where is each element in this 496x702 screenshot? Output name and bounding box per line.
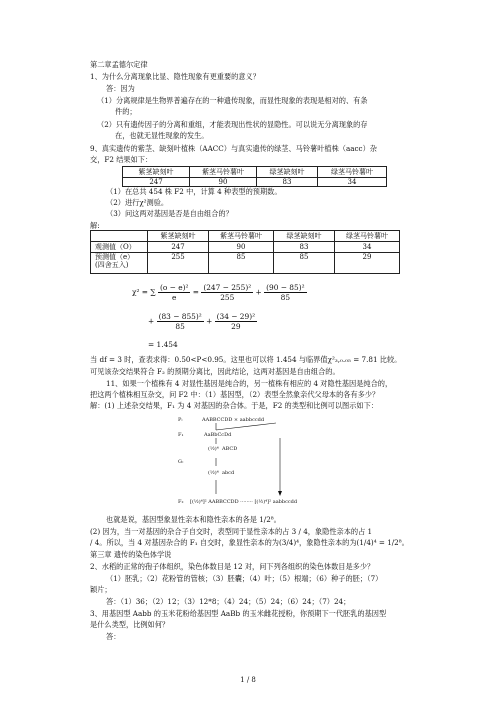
chapter-3-title: 第三章 遗传的染色体学说	[90, 550, 172, 559]
chi-square-result: = 1.454	[148, 340, 178, 349]
fraction-numerator: (247 − 255)²	[203, 283, 252, 292]
question-3-2-items-line1: （1）胚乳；（2）花粉管的管核；（3）胚囊；（4）叶；（5）根端；（6）种子的胚；（7）	[106, 574, 383, 583]
table1-cell: 34	[318, 178, 387, 187]
table1-header: 绿茎缺刻叶	[257, 167, 318, 178]
answer-3-3-label: 答：	[106, 632, 121, 641]
gamete-abcd-lower: abcd	[222, 470, 235, 476]
page-number: 1 / 8	[240, 676, 256, 684]
table1-cell: 90	[190, 178, 257, 187]
table2-header: 绿茎缺刻叶	[274, 231, 335, 242]
table2-cell: 85	[209, 253, 274, 274]
table2-cell: 90	[209, 242, 274, 253]
table2-row-label: 观测值（O）	[91, 242, 148, 253]
f1-label: F₁	[178, 432, 184, 438]
answer-11: 解：(1) 上述杂交结果，F₁ 为 4 对基因的杂合体。于是，F2 的类型和比例可以图示如下：	[90, 401, 378, 410]
fraction-denominator: 29	[231, 322, 241, 331]
fraction-denominator: 85	[175, 322, 185, 331]
fraction-numerator: (34 − 29)²	[216, 312, 256, 321]
sub-question-1: （1）在总共 454 株 F2 中，计算 4 种表型的预期数。	[106, 187, 282, 196]
chi-square-table	[90, 230, 400, 274]
after-2-line1: (2) 因为，当一对基因的杂合子自交时，表型同于显性亲本的占 3 / 4，象隐性亲本的占 1	[90, 527, 373, 536]
table1-cell: 83	[257, 178, 318, 187]
question-3-3-line2: 是什么类型，比例如何？	[90, 620, 170, 629]
after-1: 也就是说，基因型象显性亲本和隐性亲本的各是 1/2⁸。	[106, 515, 281, 524]
plus-sign: +	[255, 287, 262, 297]
table2-cell: 29	[335, 253, 400, 274]
table2-header: 绿茎马铃薯叶	[335, 231, 400, 242]
gamete-fraction: (½)⁴	[208, 470, 219, 476]
fraction-denominator: 255	[220, 293, 235, 302]
p-label: P:	[178, 417, 183, 423]
answer-1-line2: 件的；	[115, 107, 137, 116]
plus-sign: +	[148, 316, 155, 326]
table2-row-label: 预测值（e）	[95, 253, 135, 261]
answer-2-line2: 在，也就无显性现象的发生。	[115, 131, 209, 140]
fraction-denominator: e	[172, 293, 177, 302]
answer-2-line1: （2）只有遗传因子的分离和重组，才能表现出性状的显隐性。可以说无分离现象的存	[97, 120, 368, 129]
answer-1-line1: （1）分离规律是生物界普遍存在的一种遗传现象，而显性现象的表现是相对的、有条	[97, 96, 368, 105]
table2-cell: 247	[148, 242, 209, 253]
question-11-line2: 把这两个植株相互杂交，问 F2 中：（1）基因型，（2）表型全然象亲代父母本的各有多少？	[90, 390, 380, 399]
solve-label: 解:	[90, 221, 100, 230]
table1-header: 紫茎马铃薯叶	[190, 167, 257, 178]
gamete-fraction: (½)⁴	[208, 446, 219, 452]
question-1: 1、为什么分离现象比显、隐性现象有更重要的意义？	[90, 72, 260, 81]
after-2-line2: / 4。所以，当 4 对基因杂合的 F₁ 自交时，象显性亲本的为(3/4)⁴，象隐性亲本的为(1/4)⁴ = 1/2⁸。	[90, 538, 409, 547]
f2-result-table	[122, 166, 387, 187]
question-9-line1: 9、真实遗传的紫茎、缺刻叶植株（AACC）与真实遗传的绿茎、马铃薯叶植株（aacc）杂	[90, 144, 377, 153]
genetic-cross-diagram	[176, 414, 324, 510]
f2-label: F₂	[178, 499, 184, 505]
question-9-line2: 交，F2 结果如下：	[90, 155, 153, 164]
question-11-line1: 11、如果一个植株有 4 对显性基因是纯合的，另一植株有相应的 4 对隐性基因是纯合的，	[106, 379, 393, 388]
table2-header: 紫茎马铃薯叶	[209, 231, 274, 242]
fraction-numerator: (90 − 85)²	[266, 283, 305, 292]
sub-question-3: （3）问这两对基因是否是自由组合的？	[106, 209, 233, 218]
sub-question-2: （2）进行χ²测验。	[106, 198, 169, 207]
fraction-numerator: (o − e)²	[159, 283, 189, 292]
conclusion-line: 可见该杂交结果符合 F₂ 的预期分离比，因此结论，这两对基因是自由组合的。	[90, 367, 340, 376]
table2-cell: 34	[335, 242, 400, 253]
plus-sign: +	[206, 316, 213, 326]
cross-lines	[176, 414, 324, 510]
equals-sign: =	[192, 287, 199, 297]
gamete-abcd-upper: ABCD	[222, 446, 238, 452]
df-line: 当 df = 3 时，查表求得：0.50<P<0.95。这里也可以将 1.454 与临界值χ²₃,₀.₀₅ = 7.81 比较。	[90, 355, 402, 364]
answer-label: 答：因为	[106, 84, 135, 93]
table2-row-label-note: (四舍五入)	[95, 261, 129, 269]
table1-header: 绿茎马铃薯叶	[318, 167, 387, 178]
chi-square-formula-line2	[148, 312, 257, 331]
chi-symbol: χ² = ∑	[132, 287, 156, 297]
gamete-label: G:	[178, 459, 184, 465]
answer-3-2: 答：（1）36；（2）12；（3）12*8；（4）24；（5）24；（6）24；（7）24；	[106, 597, 351, 606]
question-3-2-items-line2: 颖片；	[90, 585, 112, 594]
table2-header: 紫茎缺刻叶	[148, 231, 209, 242]
p-cross: AABBCCDD × aabbccdd	[202, 417, 265, 423]
table1-header: 紫茎缺刻叶	[123, 167, 190, 178]
fraction-numerator: (83 − 855)²	[158, 312, 202, 321]
f1-genotype: AaBbCcDd	[204, 432, 232, 438]
question-3-3-line1: 3、用基因型 Aabb 的玉米花粉给基因型 AaBb 的玉米雌花授粉，你预期下一代胚乳的基因型	[90, 609, 387, 618]
table2-cell: 83	[274, 242, 335, 253]
table2-header	[91, 231, 148, 242]
question-3-2: 2、水稻的正常的孢子体组织，染色体数目是 12 对，问下列各组织的染色体数目是多少？	[90, 562, 375, 571]
table2-cell: 85	[274, 253, 335, 274]
fraction-denominator: 85	[280, 293, 291, 302]
table1-cell: 247	[123, 178, 190, 187]
chapter-title: 第二章孟德尔定律	[90, 60, 148, 69]
chi-square-formula-line1	[132, 283, 307, 302]
f2-text: [(½)⁴]² AABBCCDD ········ [(½)⁴]² aabbccdd	[190, 499, 298, 505]
table2-cell: 255	[148, 253, 209, 274]
